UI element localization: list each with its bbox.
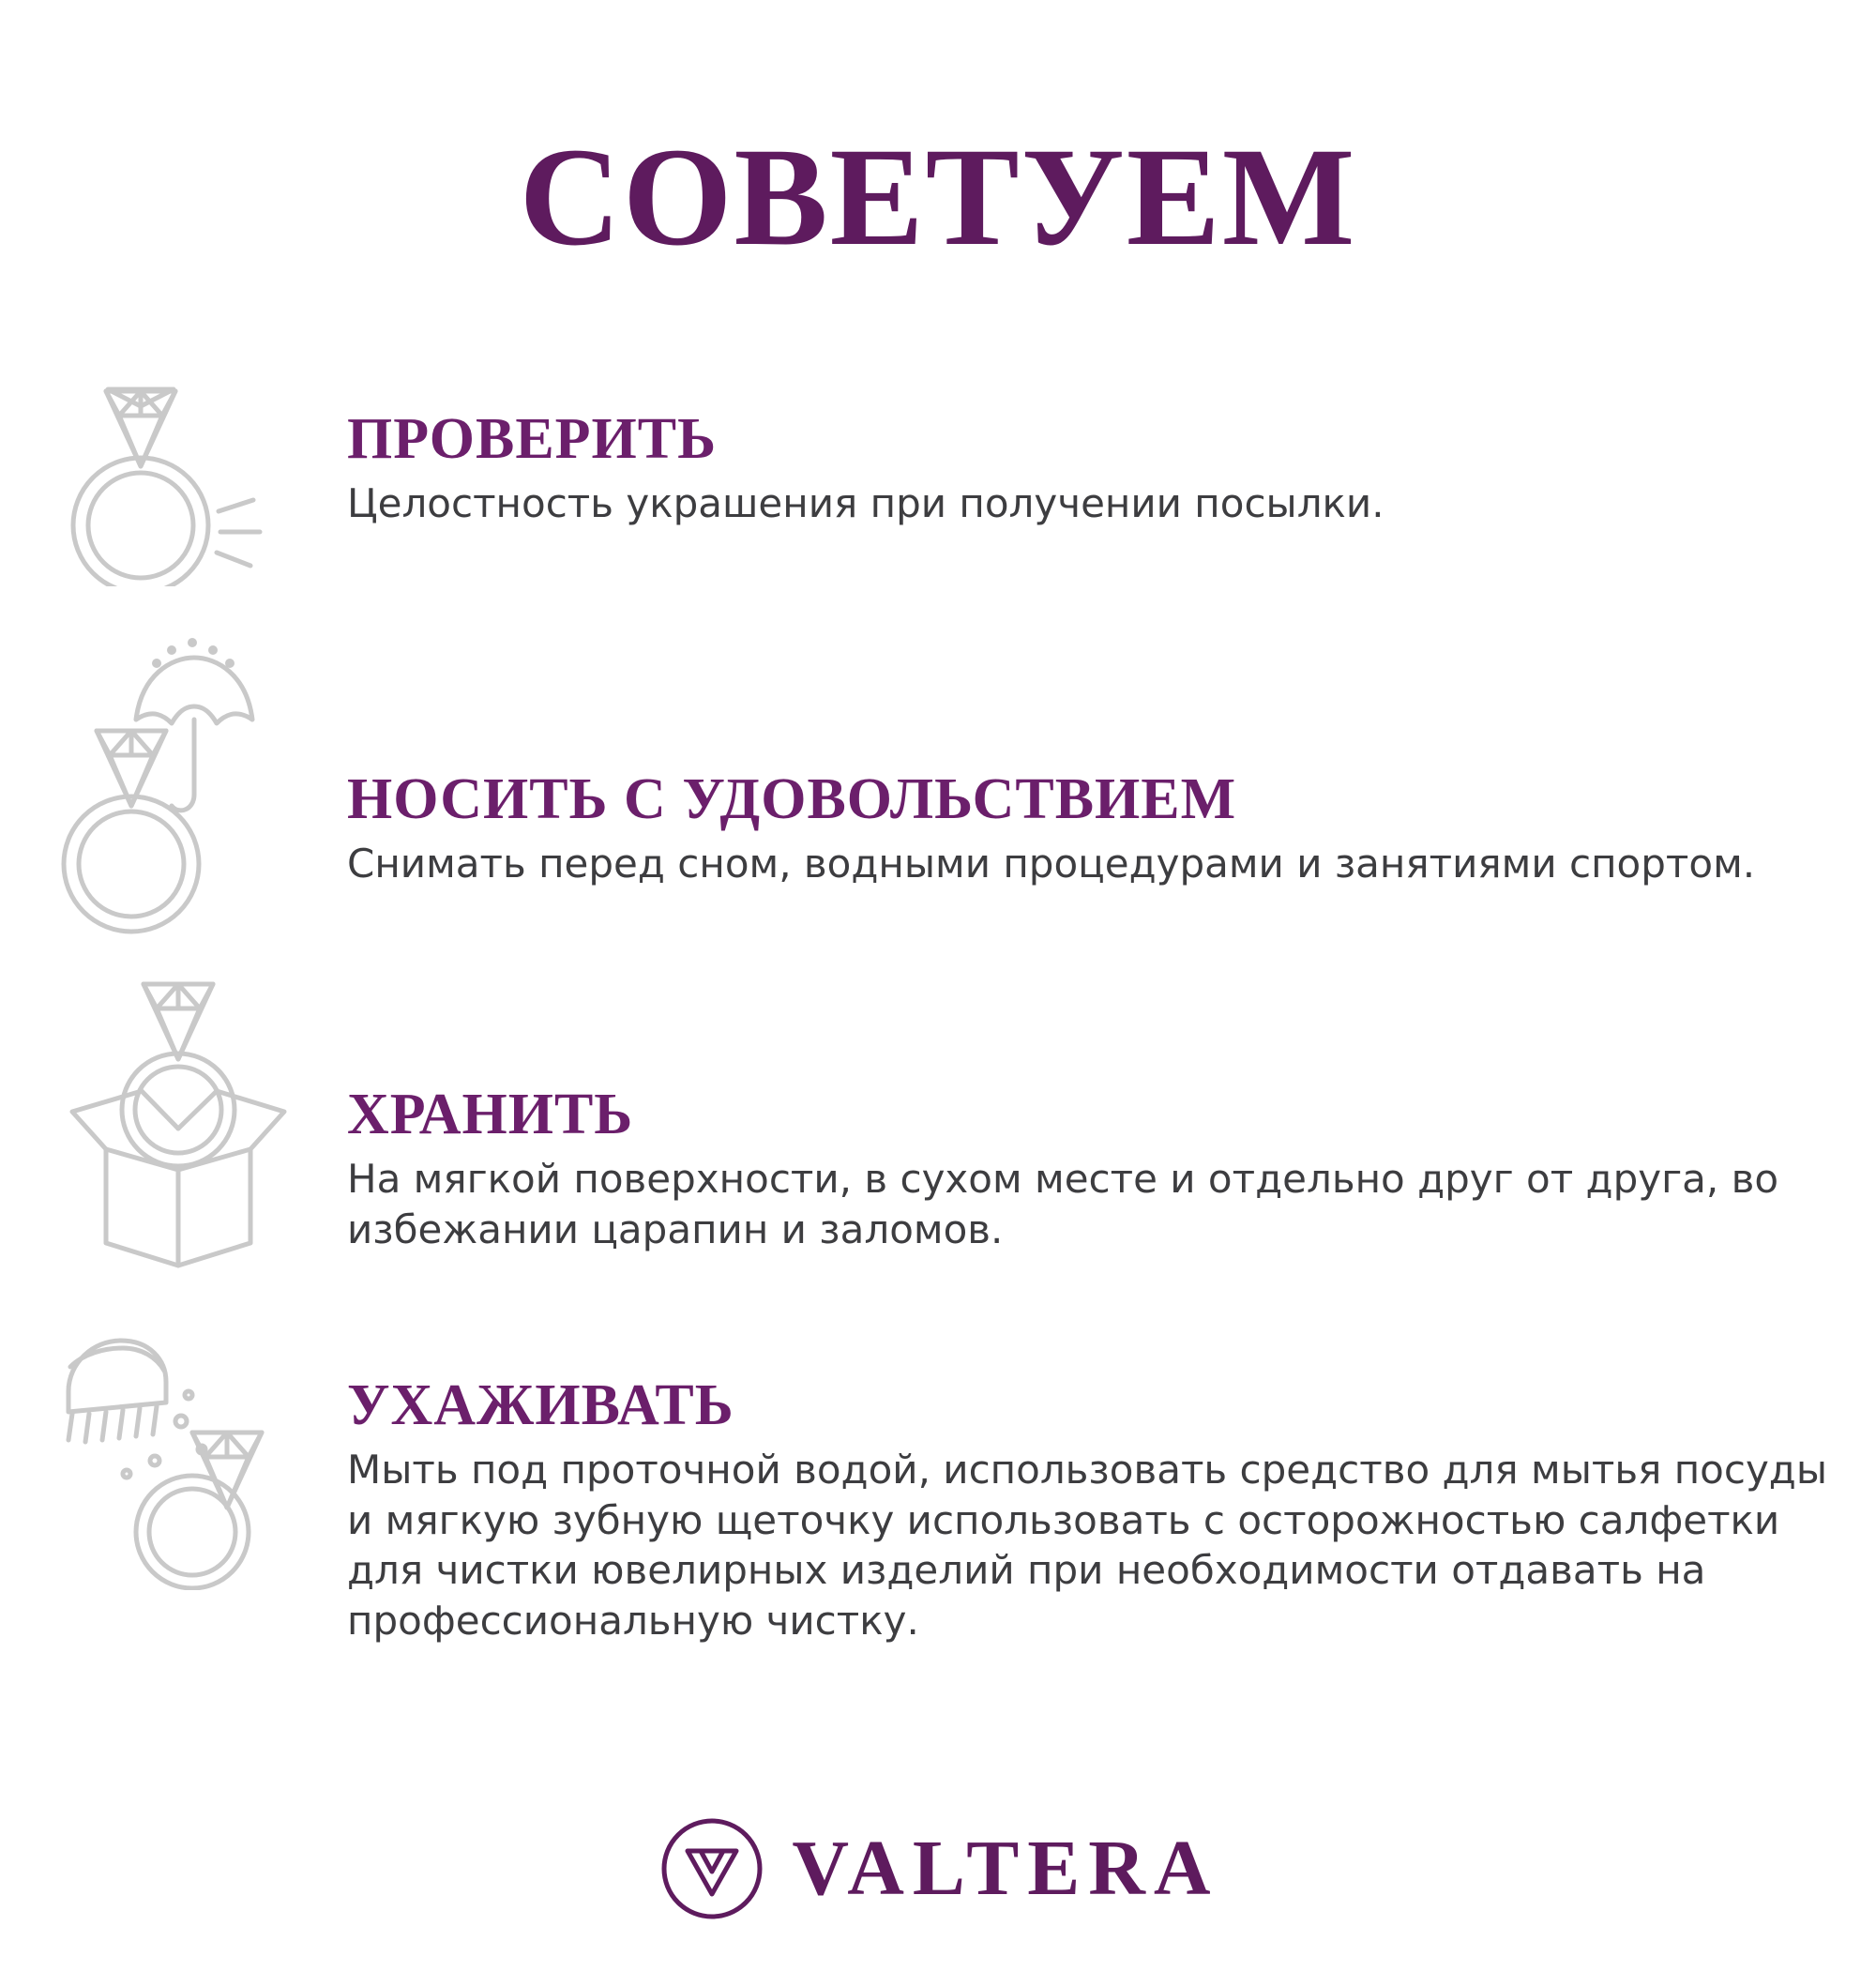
tip-content xyxy=(347,1309,1876,1646)
tip-item-care xyxy=(0,1309,1876,1646)
tip-item-check xyxy=(0,361,1876,586)
brand-name: VALTERA xyxy=(792,1824,1219,1912)
tip-content xyxy=(347,971,1876,1254)
tip-text: Снимать перед сном, водными процедурами и занятиями спортом. xyxy=(347,840,1756,887)
tips-list xyxy=(0,361,1876,1646)
page-title: СОВЕТУЕМ xyxy=(519,118,1357,275)
infographic-page xyxy=(0,95,1876,1971)
valtera-v-monogram-icon xyxy=(657,1813,767,1924)
ring-sparkle-icon xyxy=(38,361,347,586)
ring-box-icon xyxy=(38,971,347,1271)
tip-content xyxy=(347,629,1876,889)
tip-text: Мыть под проточной водой, использовать средство для мытья посуды и мягкую зубную щеточку использовать с осторожностью салфетки для чистки ювелирных изделий при необходимости отдавать на профессиональную чистку. xyxy=(347,1446,1827,1645)
ring-umbrella-icon xyxy=(38,629,347,939)
tip-item-store xyxy=(0,971,1876,1271)
tip-heading: ХРАНИТЬ xyxy=(347,1083,634,1146)
tip-text: На мягкой поверхности, в сухом месте и отдельно друг от друга, во избежании царапин и заломов. xyxy=(347,1155,1779,1252)
tip-item-wear xyxy=(0,629,1876,939)
tip-heading: НОСИТЬ С УДОВОЛЬСТВИЕМ xyxy=(347,767,1237,831)
ring-brush-icon xyxy=(38,1309,347,1590)
tip-heading: ПРОВЕРИТЬ xyxy=(347,407,718,471)
tip-text: Целостность украшения при получении посылки. xyxy=(347,479,1384,526)
tip-heading: УХАЖИВАТЬ xyxy=(347,1373,734,1437)
tip-content xyxy=(347,361,1876,529)
brand-footer xyxy=(0,1813,1876,1924)
